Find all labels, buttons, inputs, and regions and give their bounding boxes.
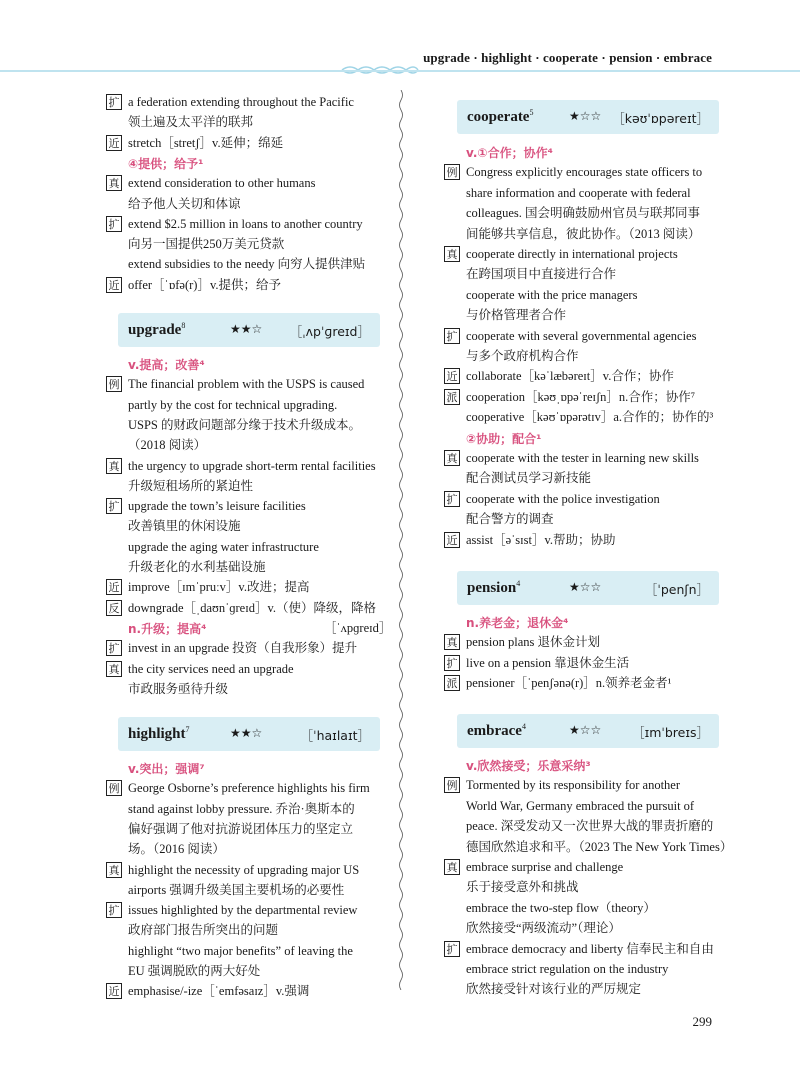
entry-line: [106, 638, 357, 658]
entry-text: highlight “two major benefits” of leaving the: [128, 943, 353, 958]
entry-text: 场。（2016 阅读）: [128, 842, 225, 857]
star-rating: ★★☆: [230, 322, 263, 336]
entry-line: [444, 162, 702, 182]
star-rating: ★☆☆: [569, 109, 602, 123]
entry-text: the urgency to upgrade short-term rental facilities: [128, 458, 376, 473]
entry-text: 改善镇里的休闲设施: [128, 519, 241, 534]
label-tag: 近: [106, 135, 122, 151]
entry-text: issues highlighted by the departmental review: [128, 903, 358, 918]
headword: upgrade$^8$: [128, 321, 186, 338]
entry-text: 配合警方的调查: [466, 512, 554, 527]
entry-text: 配合测试员学习新技能: [466, 471, 592, 486]
entry-text: airports 强调升级美国主要机场的必要性: [128, 882, 345, 897]
entry-text: 向另一国提供250万美元贷款: [128, 237, 285, 252]
entry-text: pensioner［ˈpenʃənə(r)］n.领养老金者¹: [466, 676, 672, 691]
phonetic: ［ˈhaɪlaɪt］: [300, 728, 370, 743]
entry-line: [106, 900, 357, 920]
label-tag: 派: [444, 675, 460, 691]
header-title: upgrade · highlight · cooperate · pension · embrace: [423, 50, 712, 65]
label-tag: 近: [106, 579, 122, 595]
header-rule: [0, 70, 800, 72]
entry-text: 升级短租场所的紧迫性: [128, 478, 254, 493]
entry-text: 乐于接受意外和挑战: [466, 880, 579, 895]
phonetic: ［ɪmˈbreɪs］: [632, 725, 709, 740]
entry-line: [106, 275, 281, 295]
sense-label: v.提高；改善⁴: [128, 358, 205, 372]
entry-text: 欣然接受“两级流动”（理论）: [466, 921, 621, 936]
entry-text: 与价格管理者合作: [466, 308, 567, 323]
entry-text: live on a pension 靠退休金生活: [466, 655, 630, 670]
entry-text: cooperate with the price managers: [466, 287, 638, 302]
label-tag: 扩: [444, 491, 460, 507]
entry-text: collaborate［kəˈlæbəreɪt］v.合作；协作: [466, 369, 674, 384]
label-tag: 例: [444, 164, 460, 180]
entry-header-highlight: [118, 717, 380, 751]
entry-text: embrace democracy and liberty 信奉民主和自由: [466, 941, 714, 956]
entry-line: [444, 366, 674, 386]
entry-text: assist［əˈsɪst］v.帮助；协助: [466, 532, 616, 547]
label-tag: 近: [444, 368, 460, 384]
entry-line: [444, 530, 616, 550]
entry-line: [106, 496, 306, 516]
entry-text: Tormented by its responsibility for another: [466, 778, 681, 793]
entry-text: partly by the cost for technical upgrading.: [128, 397, 338, 412]
entry-text: USPS 的财政问题部分缘于技术升级成本。: [128, 417, 362, 432]
entry-text: stretch［stretʃ］v.延伸；绵延: [128, 135, 284, 150]
entry-line: [444, 448, 699, 468]
phonetic: ［ˌʌpˈɡreɪd］: [289, 324, 370, 339]
label-tag: 近: [106, 983, 122, 999]
entry-line: [106, 981, 309, 1001]
entry-line: [106, 214, 363, 234]
entry-header-cooperate: [457, 100, 719, 134]
entry-text: cooperation［kəʊˌɒpəˈreɪʃn］n.合作；协作⁷: [466, 389, 696, 404]
label-tag: 近: [106, 277, 122, 293]
entry-line: [106, 374, 364, 394]
entry-text: embrace surprise and challenge: [466, 860, 624, 874]
column-divider: [398, 90, 404, 990]
entry-text: The financial problem with the USPS is caused: [128, 377, 365, 392]
phonetic: ［ˈpenʃn］: [644, 582, 709, 597]
label-tag: 扩: [106, 902, 122, 918]
entry-line: [106, 860, 359, 880]
label-tag: 派: [444, 389, 460, 405]
entry-text: Congress explicitly encourages state officers to: [466, 165, 703, 180]
sense-label: n.养老金；退休金⁴: [466, 616, 569, 630]
label-tag: 扩: [106, 640, 122, 656]
entry-text: 在跨国项目中直接进行合作: [466, 267, 617, 282]
label-tag: 真: [106, 862, 122, 878]
entry-text: World War, Germany embraced the pursuit of: [466, 798, 695, 813]
entry-text: cooperate with the police investigation: [466, 491, 660, 506]
label-tag: 真: [106, 175, 122, 191]
sense-label: v.欣然接受；乐意采纳³: [466, 759, 591, 773]
page-header: [0, 0, 800, 80]
star-rating: ★☆☆: [569, 580, 602, 594]
headword: embrace$^4$: [467, 722, 526, 739]
headword: pension$^4$: [467, 579, 521, 596]
entry-line: [444, 387, 695, 407]
headword: highlight$^7$: [128, 725, 190, 742]
label-tag: 反: [106, 600, 122, 616]
label-tag: 真: [444, 634, 460, 650]
label-tag: 例: [444, 777, 460, 793]
label-tag: 真: [106, 661, 122, 677]
entry-text: stand against lobby pressure. 乔治·奥斯本的: [128, 801, 355, 816]
entry-text: extend consideration to other humans: [128, 176, 316, 191]
phonetic: ［kəʊˈɒpəreɪt］: [612, 111, 709, 126]
star-rating: ★☆☆: [569, 723, 602, 737]
entry-text: downgrade［ˌdaʊnˈɡreɪd］v.（使）降级，降格: [128, 600, 377, 615]
entry-line: [444, 857, 623, 877]
entry-text: 偏好强调了他对抗游说团体压力的坚定立: [128, 821, 354, 836]
entry-text: offer［ˈɒfə(r)］v.提供；给予: [128, 277, 282, 292]
entry-header-embrace: [457, 714, 719, 748]
label-tag: 扩: [106, 216, 122, 232]
sense-label: n.升级；提高⁴: [128, 621, 207, 636]
entry-text: upgrade the aging water infrastructure: [128, 539, 319, 554]
entry-line: [106, 133, 283, 153]
entry-line: [106, 456, 376, 476]
entry-text: colleagues. 国会明确鼓励州官员与联邦同事: [466, 206, 701, 221]
entry-line: [444, 775, 680, 795]
entry-text: embrace the two-step flow（theory）: [466, 900, 656, 915]
entry-line: [106, 598, 376, 618]
entry-line: [444, 653, 629, 673]
entry-text: 间能够共享信息，彼此协作。（2013 阅读）: [466, 226, 701, 241]
entry-line: [106, 173, 315, 193]
entry-text: extend subsidies to the needy 向穷人提供津贴: [128, 257, 366, 272]
entry-line: [444, 326, 696, 346]
entry-text: upgrade the town’s leisure facilities: [128, 499, 306, 514]
label-tag: 例: [106, 780, 122, 796]
entry-header-upgrade: [118, 313, 380, 347]
entry-line: [444, 939, 714, 959]
entry-text: share information and cooperate with federal: [466, 185, 691, 200]
label-tag: 扩: [106, 94, 122, 110]
entry-text: EU 强调脱欧的两大好处: [128, 964, 261, 978]
entry-text: a federation extending throughout the Pacific: [128, 95, 354, 109]
sense-label: v.突出；强调⁷: [128, 762, 205, 776]
entry-line: [444, 673, 671, 693]
entry-text: 与多个政府机构合作: [466, 349, 579, 363]
entry-text: pension plans 退休金计划: [466, 635, 601, 650]
entry-text: improve［ɪmˈpruːv］v.改进；提高: [128, 580, 310, 595]
label-tag: 扩: [444, 655, 460, 671]
entry-text: （2018 阅读）: [128, 438, 207, 453]
label-tag: 扩: [444, 941, 460, 957]
entry-header-pension: [457, 571, 719, 605]
headword: cooperate$^5$: [467, 108, 534, 125]
entry-text: emphasise/-ize［ˈemfəsaɪz］v.强调: [128, 984, 310, 999]
entry-text: invest in an upgrade 投资（自我形象）提升: [128, 641, 358, 656]
entry-text: embrace strict regulation on the industry: [466, 962, 669, 976]
entry-text: 领土遍及太平洋的联邦: [128, 115, 254, 130]
entry-text: the city services need an upgrade: [128, 661, 294, 676]
label-tag: 真: [444, 859, 460, 875]
page-number: 299: [692, 1014, 712, 1029]
star-rating: ★★☆: [230, 726, 263, 740]
entry-text: cooperative［kəʊˈɒpərətɪv］a.合作的；协作的³: [466, 410, 714, 425]
label-tag: 近: [444, 532, 460, 548]
sense-label: ②协助；配合¹: [466, 431, 542, 446]
label-tag: 扩: [106, 498, 122, 514]
entry-text: 政府部门报告所突出的问题: [128, 923, 279, 938]
entry-text: highlight the necessity of upgrading major US: [128, 862, 360, 877]
entry-line: [444, 632, 600, 652]
entry-line: [106, 659, 294, 679]
entry-text: peace. 深受发动又一次世界大战的罪责折磨的: [466, 819, 714, 834]
entry-text: extend $2.5 million in loans to another country: [128, 216, 363, 231]
label-tag: 扩: [444, 328, 460, 344]
entry-text: cooperate directly in international projects: [466, 247, 678, 261]
entry-text: 给予他人关切和体谅: [128, 196, 241, 211]
entry-text: 市政服务亟待升级: [128, 681, 229, 696]
entry-text: 欣然接受针对该行业的严厉规定: [466, 982, 642, 997]
entry-line: [444, 489, 660, 509]
label-tag: 真: [106, 458, 122, 474]
entry-text: cooperate with the tester in learning new skills: [466, 451, 699, 465]
entry-line: [106, 92, 354, 112]
entry-text: George Osborne’s preference highlights his firm: [128, 781, 370, 796]
label-tag: 例: [106, 376, 122, 392]
entry-text: cooperate with several governmental agencies: [466, 328, 697, 343]
entry-line: [444, 244, 678, 264]
entry-text: 德国欣然追求和平。（2023 The New York Times）: [466, 839, 733, 854]
sense-label: ④提供；给予¹: [128, 156, 204, 171]
label-tag: 真: [444, 450, 460, 466]
sense-phonetic: ［ˈʌpɡreɪd］: [324, 620, 392, 635]
entry-text: 升级老化的水利基础设施: [128, 560, 266, 574]
entry-line: [106, 778, 370, 798]
entry-line: [106, 577, 309, 597]
sense-label: v.①合作；协作⁴: [466, 146, 553, 160]
label-tag: 真: [444, 246, 460, 262]
